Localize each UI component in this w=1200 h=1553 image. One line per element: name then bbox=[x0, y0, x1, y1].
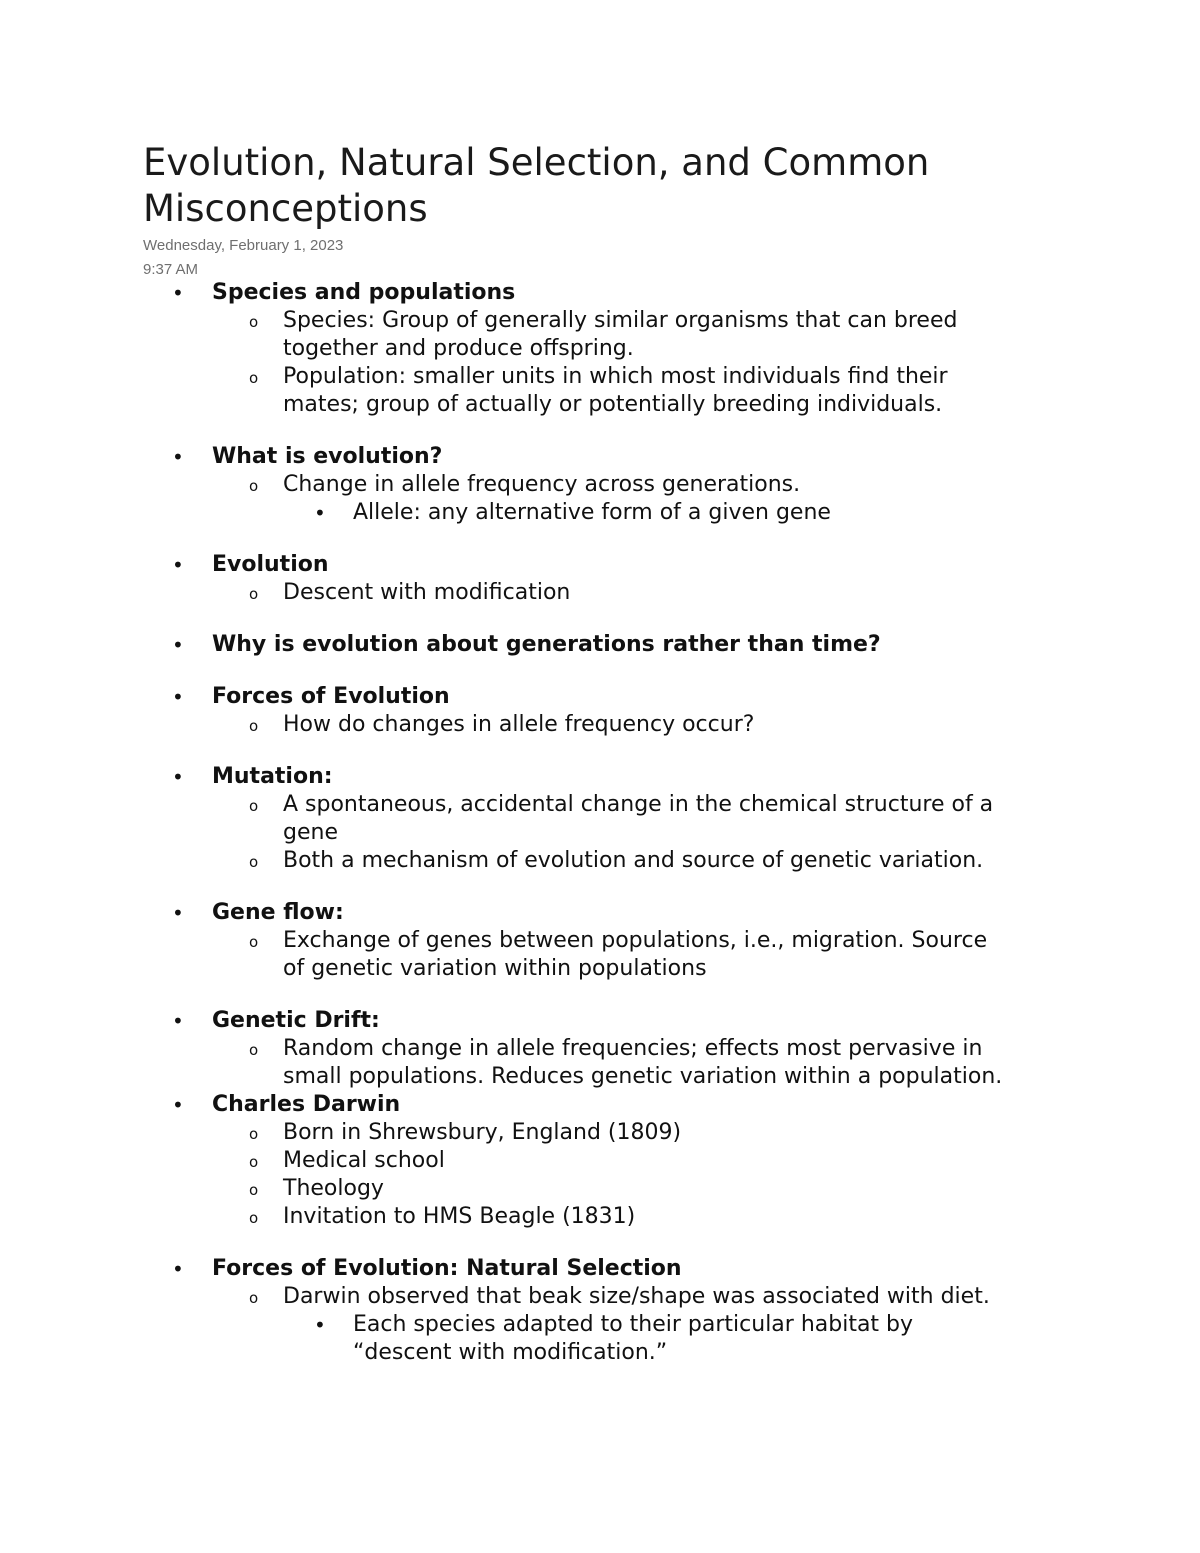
list-item bbox=[0, 391, 1200, 419]
list-item-text: Species: Group of generally similar organisms that can breed bbox=[283, 308, 958, 333]
bullet-icon: • bbox=[172, 685, 184, 709]
list-item-text: Medical school bbox=[283, 1148, 445, 1173]
circle-bullet-icon: o bbox=[249, 1181, 259, 1199]
circle-bullet-icon: o bbox=[249, 933, 259, 951]
bullet-icon: • bbox=[172, 553, 184, 577]
list-item bbox=[0, 1119, 1200, 1147]
page-title-line-2: Misconceptions bbox=[143, 187, 428, 230]
list-item bbox=[0, 1063, 1200, 1091]
bullet-icon: • bbox=[314, 1313, 326, 1337]
bullet-icon: • bbox=[172, 633, 184, 657]
circle-bullet-icon: o bbox=[249, 853, 259, 871]
bullet-icon: • bbox=[172, 765, 184, 789]
list-item-text: together and produce offspring. bbox=[283, 336, 634, 361]
circle-bullet-icon: o bbox=[249, 797, 259, 815]
list-item-text: Genetic Drift: bbox=[212, 1008, 380, 1033]
list-item-text: Exchange of genes between populations, i.e., migration. Source bbox=[283, 928, 988, 953]
circle-bullet-icon: o bbox=[249, 1209, 259, 1227]
list-item bbox=[0, 443, 1200, 471]
list-item-text: Both a mechanism of evolution and source of genetic variation. bbox=[283, 848, 984, 873]
list-item-text: Invitation to HMS Beagle (1831) bbox=[283, 1204, 636, 1229]
list-item bbox=[0, 711, 1200, 739]
circle-bullet-icon: o bbox=[249, 1041, 259, 1059]
list-item bbox=[0, 1283, 1200, 1311]
list-item bbox=[0, 499, 1200, 527]
list-item bbox=[0, 279, 1200, 307]
circle-bullet-icon: o bbox=[249, 1153, 259, 1171]
list-item bbox=[0, 551, 1200, 579]
list-item-text: gene bbox=[283, 820, 338, 845]
list-item bbox=[0, 1175, 1200, 1203]
list-item bbox=[0, 927, 1200, 955]
bullet-icon: • bbox=[172, 1257, 184, 1281]
list-item bbox=[0, 579, 1200, 607]
list-item-text: Why is evolution about generations rather than time? bbox=[212, 632, 881, 657]
circle-bullet-icon: o bbox=[249, 477, 259, 495]
note-time: 9:37 AM bbox=[143, 261, 199, 278]
list-item-text: Born in Shrewsbury, England (1809) bbox=[283, 1120, 682, 1145]
list-item bbox=[0, 1339, 1200, 1367]
list-item-text: Species and populations bbox=[212, 280, 516, 305]
list-item-text: Darwin observed that beak size/shape was associated with diet. bbox=[283, 1284, 990, 1309]
list-item bbox=[0, 307, 1200, 335]
list-item-text: Descent with modification bbox=[283, 580, 571, 605]
bullet-icon: • bbox=[172, 445, 184, 469]
list-item-text: Allele: any alternative form of a given gene bbox=[353, 500, 831, 525]
list-item bbox=[0, 1007, 1200, 1035]
list-item-text: Evolution bbox=[212, 552, 329, 577]
list-item bbox=[0, 471, 1200, 499]
list-item bbox=[0, 335, 1200, 363]
list-item bbox=[0, 819, 1200, 847]
circle-bullet-icon: o bbox=[249, 369, 259, 387]
list-item bbox=[0, 363, 1200, 391]
list-item bbox=[0, 763, 1200, 791]
list-item bbox=[0, 683, 1200, 711]
list-item-text: small populations. Reduces genetic variation within a population. bbox=[283, 1064, 1003, 1089]
circle-bullet-icon: o bbox=[249, 313, 259, 331]
circle-bullet-icon: o bbox=[249, 717, 259, 735]
bullet-icon: • bbox=[172, 1009, 184, 1033]
bullet-icon: • bbox=[172, 281, 184, 305]
list-item-text: Gene flow: bbox=[212, 900, 344, 925]
note-body bbox=[0, 279, 1200, 1367]
list-item bbox=[0, 847, 1200, 875]
list-item-text: mates; group of actually or potentially breeding individuals. bbox=[283, 392, 943, 417]
list-item-text: Forces of Evolution bbox=[212, 684, 450, 709]
list-item-text: “descent with modification.” bbox=[353, 1340, 668, 1365]
list-item-text: Each species adapted to their particular habitat by bbox=[353, 1312, 914, 1337]
list-item bbox=[0, 791, 1200, 819]
list-item-text: of genetic variation within populations bbox=[283, 956, 707, 981]
circle-bullet-icon: o bbox=[249, 585, 259, 603]
list-item-text: A spontaneous, accidental change in the chemical structure of a bbox=[283, 792, 994, 817]
list-item bbox=[0, 1147, 1200, 1175]
page-title-line-1: Evolution, Natural Selection, and Common bbox=[143, 141, 930, 184]
note-date: Wednesday, February 1, 2023 bbox=[143, 237, 344, 254]
list-item bbox=[0, 955, 1200, 983]
list-item-text: Charles Darwin bbox=[212, 1092, 401, 1117]
list-item bbox=[0, 1255, 1200, 1283]
list-item bbox=[0, 1035, 1200, 1063]
bullet-icon: • bbox=[172, 1093, 184, 1117]
list-item-text: What is evolution? bbox=[212, 444, 443, 469]
list-item-text: Population: smaller units in which most individuals find their bbox=[283, 364, 948, 389]
bullet-icon: • bbox=[172, 901, 184, 925]
list-item-text: Mutation: bbox=[212, 764, 333, 789]
page-title bbox=[143, 140, 1043, 232]
list-item bbox=[0, 1311, 1200, 1339]
list-item bbox=[0, 1203, 1200, 1231]
circle-bullet-icon: o bbox=[249, 1125, 259, 1143]
circle-bullet-icon: o bbox=[249, 1289, 259, 1307]
list-item-text: Forces of Evolution: Natural Selection bbox=[212, 1256, 682, 1281]
list-item bbox=[0, 631, 1200, 659]
list-item-text: Random change in allele frequencies; effects most pervasive in bbox=[283, 1036, 983, 1061]
list-item bbox=[0, 1091, 1200, 1119]
list-item bbox=[0, 899, 1200, 927]
list-item-text: Theology bbox=[283, 1176, 384, 1201]
bullet-icon: • bbox=[314, 501, 326, 525]
list-item-text: Change in allele frequency across generations. bbox=[283, 472, 801, 497]
list-item-text: How do changes in allele frequency occur? bbox=[283, 712, 755, 737]
